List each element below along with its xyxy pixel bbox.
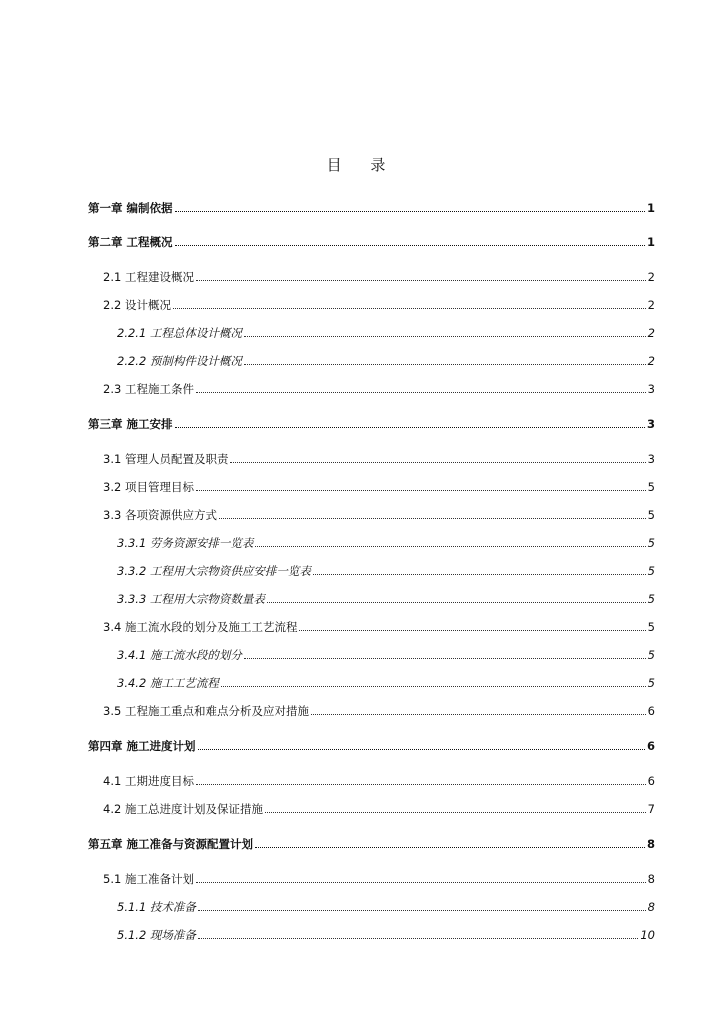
- toc-entry[interactable]: [0, 588, 724, 606]
- dot-leader: [198, 749, 645, 750]
- toc-entry-label: 3.4.2 施工工艺流程: [117, 676, 219, 690]
- toc-entry[interactable]: [0, 350, 724, 368]
- dot-leader: [175, 427, 645, 428]
- toc-entry-page-number: 5: [647, 480, 655, 494]
- toc-entry[interactable]: [0, 294, 724, 312]
- dot-leader: [255, 546, 645, 547]
- toc-entry[interactable]: [0, 413, 724, 431]
- toc-entry[interactable]: [0, 322, 724, 340]
- dot-leader: [196, 392, 646, 393]
- dot-leader: [175, 245, 645, 246]
- toc-entry-page-number: 6: [647, 704, 655, 718]
- toc-entry-page-number: 8: [647, 900, 655, 914]
- toc-entry-page-number: 10: [640, 928, 655, 942]
- toc-entry[interactable]: [0, 644, 724, 662]
- toc-entry-page-number: 7: [647, 802, 655, 816]
- toc-entry-page-number: 2: [647, 270, 655, 284]
- toc-entry-page-number: 6: [647, 774, 655, 788]
- dot-leader: [267, 602, 646, 603]
- toc-entry[interactable]: [0, 560, 724, 578]
- toc-entry-page-number: 5: [647, 676, 655, 690]
- dot-leader: [196, 784, 646, 785]
- toc-entry-label: 4.1 工期进度目标: [103, 774, 194, 788]
- dot-leader: [244, 658, 646, 659]
- dot-leader: [255, 847, 645, 848]
- toc-entry-label: 第四章 施工进度计划: [88, 739, 196, 753]
- toc-entry-label: 5.1.1 技术准备: [117, 900, 196, 914]
- toc-entry-page-number: 1: [646, 235, 655, 249]
- toc-entry-page-number: 3: [647, 452, 655, 466]
- toc-entry-page-number: 5: [647, 536, 655, 550]
- dot-leader: [196, 882, 646, 883]
- toc-entry-page-number: 5: [647, 564, 655, 578]
- toc-entry-page-number: 8: [647, 872, 655, 886]
- toc-entry-page-number: 5: [647, 592, 655, 606]
- toc-entry-page-number: 2: [647, 354, 655, 368]
- toc-entry-label: 第三章 施工安排: [88, 417, 173, 431]
- toc-entry-label: 4.2 施工总进度计划及保证措施: [103, 802, 263, 816]
- toc-entry[interactable]: [0, 197, 724, 215]
- toc-entry[interactable]: [0, 672, 724, 690]
- toc-entry-label: 2.2.2 预制构件设计概况: [117, 354, 242, 368]
- dot-leader: [198, 910, 646, 911]
- toc-entry[interactable]: [0, 833, 724, 851]
- toc-entry[interactable]: [0, 924, 724, 942]
- dot-leader: [196, 490, 646, 491]
- toc-entry-page-number: 3: [646, 417, 655, 431]
- toc-entry-label: 3.4 施工流水段的划分及施工工艺流程: [103, 620, 298, 634]
- toc-entry[interactable]: [0, 476, 724, 494]
- toc-entry[interactable]: [0, 770, 724, 788]
- toc-entry-page-number: 1: [646, 201, 655, 215]
- dot-leader: [196, 280, 646, 281]
- dot-leader: [221, 686, 646, 687]
- toc-entry[interactable]: [0, 798, 724, 816]
- toc-entry-label: 3.3.3 工程用大宗物资数量表: [117, 592, 265, 606]
- dot-leader: [173, 308, 646, 309]
- dot-leader: [198, 938, 638, 939]
- toc-entry-label: 2.1 工程建设概况: [103, 270, 194, 284]
- toc-entry[interactable]: [0, 448, 724, 466]
- dot-leader: [313, 574, 646, 575]
- toc-entry-label: 第一章 编制依据: [88, 201, 173, 215]
- toc-entry[interactable]: [0, 868, 724, 886]
- dot-leader: [175, 211, 645, 212]
- toc-entry-page-number: 3: [647, 382, 655, 396]
- toc-entry[interactable]: [0, 532, 724, 550]
- toc-entry[interactable]: [0, 735, 724, 753]
- toc-entry-label: 2.2 设计概况: [103, 298, 171, 312]
- toc-entry-page-number: 5: [647, 620, 655, 634]
- toc-entry-page-number: 6: [646, 739, 655, 753]
- dot-leader: [244, 364, 646, 365]
- toc-entry-label: 3.3.1 劳务资源安排一览表: [117, 536, 254, 550]
- dot-leader: [311, 714, 646, 715]
- toc-entry-page-number: 8: [646, 837, 655, 851]
- dot-leader: [299, 630, 645, 631]
- toc-entry-label: 3.2 项目管理目标: [103, 480, 194, 494]
- toc-entry-page-number: 5: [647, 648, 655, 662]
- toc-entry[interactable]: [0, 266, 724, 284]
- toc-entry-page-number: 2: [647, 298, 655, 312]
- toc-entry-label: 5.1 施工准备计划: [103, 872, 194, 886]
- toc-entry[interactable]: [0, 700, 724, 718]
- toc-entry-label: 2.2.1 工程总体设计概况: [117, 326, 242, 340]
- toc-title: 目 录: [326, 156, 398, 174]
- toc-entry-label: 3.4.1 施工流水段的划分: [117, 648, 242, 662]
- toc-entry-label: 2.3 工程施工条件: [103, 382, 194, 396]
- toc-entry-label: 3.5 工程施工重点和难点分析及应对措施: [103, 704, 309, 718]
- toc-entry-label: 3.3.2 工程用大宗物资供应安排一览表: [117, 564, 311, 578]
- toc-entry-page-number: 2: [647, 326, 655, 340]
- toc-entry-page-number: 5: [647, 508, 655, 522]
- toc-entry[interactable]: [0, 378, 724, 396]
- dot-leader: [265, 812, 646, 813]
- toc-entry[interactable]: [0, 504, 724, 522]
- toc-entry-label: 第二章 工程概况: [88, 235, 173, 249]
- toc-entry-label: 3.1 管理人员配置及职责: [103, 452, 229, 466]
- dot-leader: [219, 518, 646, 519]
- toc-entry-label: 5.1.2 现场准备: [117, 928, 196, 942]
- toc-entry[interactable]: [0, 616, 724, 634]
- dot-leader: [230, 462, 645, 463]
- toc-entry-label: 3.3 各项资源供应方式: [103, 508, 217, 522]
- toc-entry[interactable]: [0, 896, 724, 914]
- toc-entry-label: 第五章 施工准备与资源配置计划: [88, 837, 254, 851]
- toc-entry[interactable]: [0, 231, 724, 249]
- dot-leader: [244, 336, 646, 337]
